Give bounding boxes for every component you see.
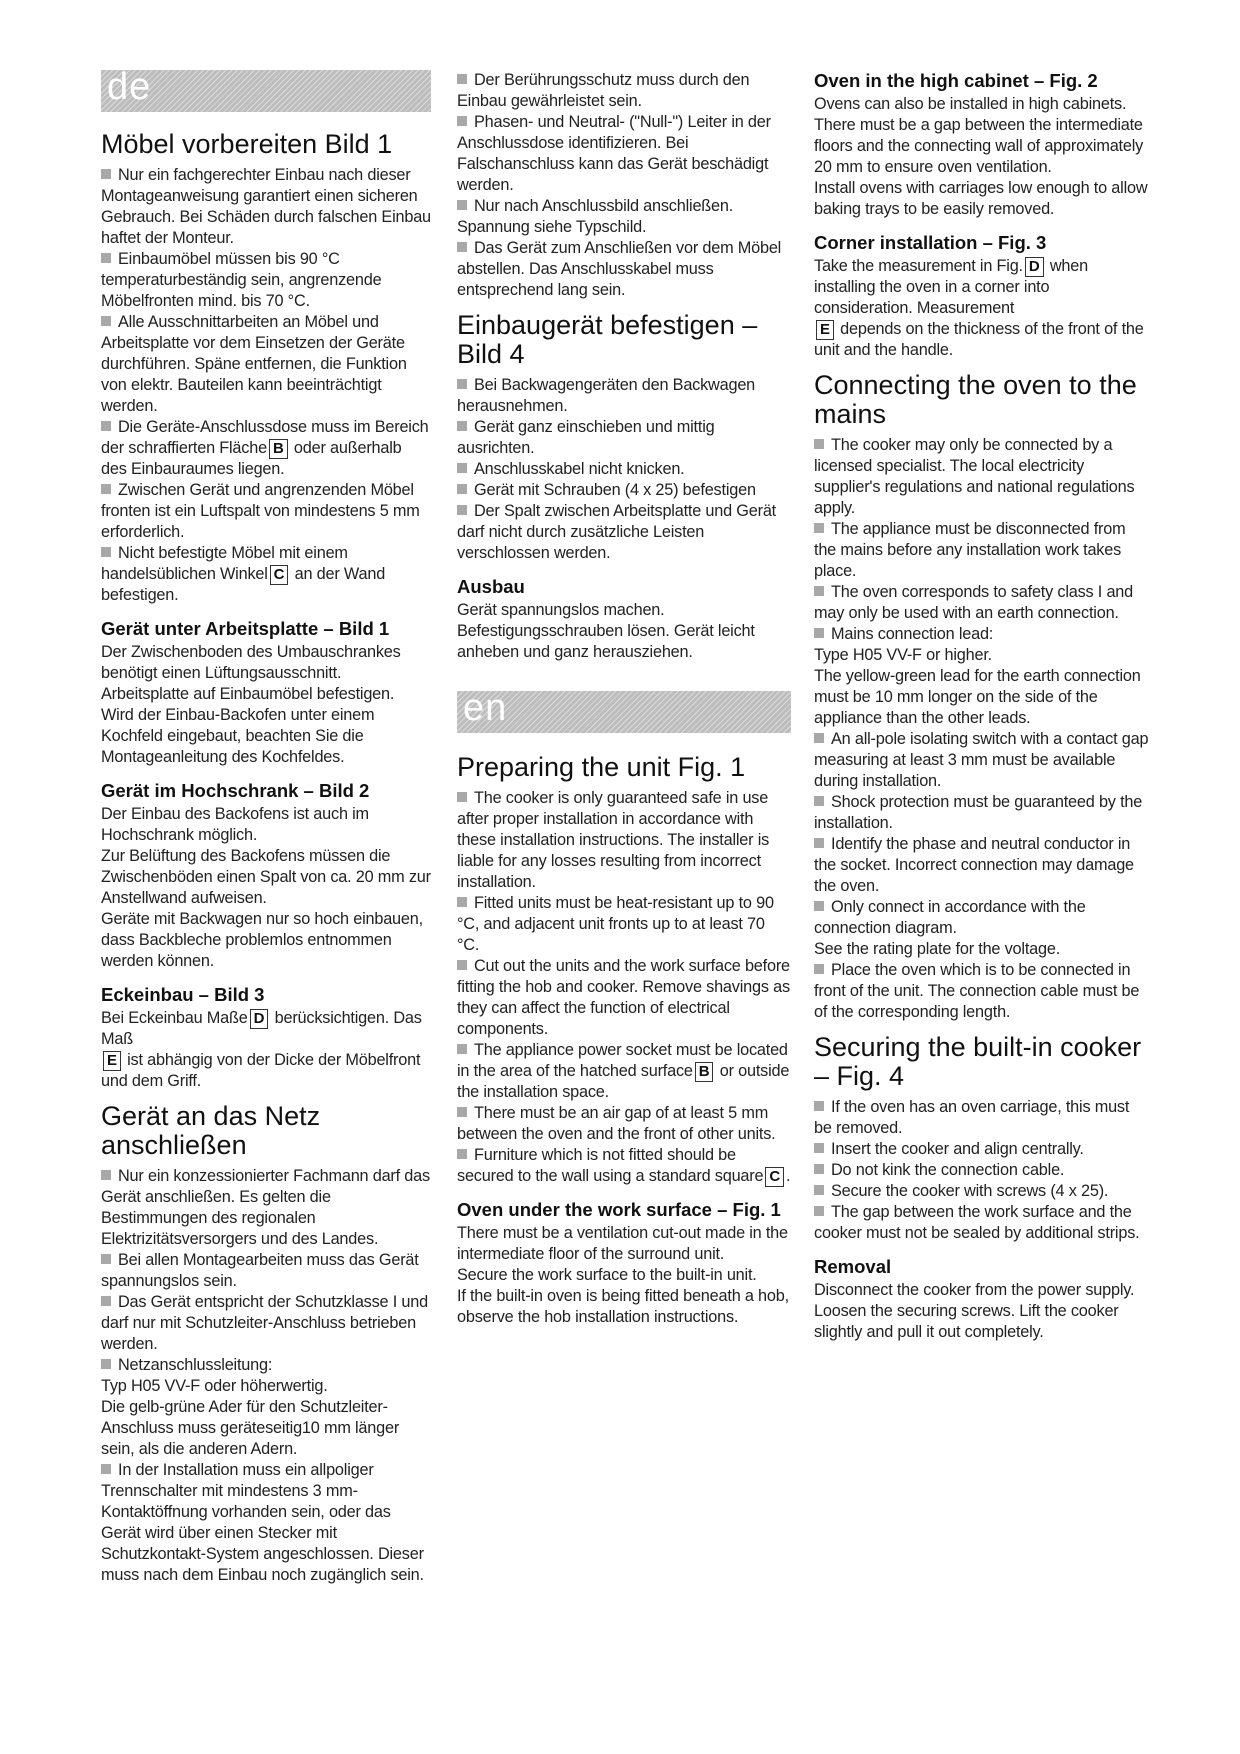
paragraph-text-continued: berücksichtigen. Das Maß [101,1009,422,1048]
bullet-paragraph [101,1355,431,1376]
paragraph-text: Nur ein fachgerechter Einbau nach dieser Montageanweisung garantiert einen sicheren Gebrauch. Bei Schäden durch falschen Einbau haftet der Monteur. [101,166,431,247]
paragraph [101,1397,431,1460]
bullet-paragraph [101,1460,431,1586]
paragraph-text: Type H05 VV-F or higher. [814,646,993,664]
bullet-square-icon [814,586,824,596]
bullet-paragraph [457,788,791,893]
sub-heading-oven-under-the-work-surface-fig-1: Oven under the work surface – Fig. 1 [457,1199,781,1220]
sub-heading-ger-t-im-hochschrank-bild-2: Gerät im Hochschrank – Bild 2 [101,780,370,801]
paragraph [814,645,1150,666]
section-heading-connecting-the-oven-to-the-mains: Connecting the oven to the mains [814,370,1137,429]
bullet-paragraph [814,1160,1150,1181]
bullet-paragraph [457,375,791,417]
paragraph-text: Gerät mit Schrauben (4 x 25) befestigen [474,481,756,499]
column-right [814,70,1150,1343]
bullet-square-icon [101,253,111,263]
language-banner-de [101,66,431,112]
paragraph-text: There must be a ventilation cut-out made in the intermediate floor of the surround unit. [457,1224,788,1263]
paragraph [457,1286,791,1328]
bullet-square-icon [457,379,467,389]
paragraph-text: Disconnect the cooker from the power supply. Loosen the securing screws. Lift the cooker slightly and pull it out completely. [814,1281,1135,1341]
paragraph-text: The oven corresponds to safety class I and may only be used with an earth connection. [814,583,1134,622]
bullet-square-icon [457,792,467,802]
paragraph-text: The appliance power socket must be located in the area of the hatched surface [457,1041,788,1080]
bullet-square-icon [457,897,467,907]
sub-heading-eckeinbau-bild-3: Eckeinbau – Bild 3 [101,984,265,1005]
bullet-paragraph [814,624,1150,645]
paragraph [101,642,431,684]
figure-reference-box: C [765,1167,784,1187]
figure-reference-box: E [103,1051,121,1071]
column-left [101,66,431,1586]
bullet-square-icon [457,1149,467,1159]
paragraph-text: Alle Ausschnittarbeiten an Möbel und Arbeitsplatte vor dem Einsetzen der Geräte durchführen. Späne entfernen, die Funktion von elektr. Bauteilen kann beeinträchtigt werden. [101,313,407,415]
bullet-square-icon [101,1359,111,1369]
paragraph-text: Furniture which is not fitted should be secured to the wall using a standard square [457,1146,764,1185]
bullet-paragraph [814,792,1150,834]
bullet-square-icon [101,169,111,179]
paragraph-text: Gerät ganz einschieben und mittig ausrichten. [457,418,715,457]
bullet-paragraph [814,582,1150,624]
paragraph-text: The yellow-green lead for the earth connection must be 10 mm longer on the side of the appliance than the other leads. [814,667,1141,727]
paragraph-text: Geräte mit Backwagen nur so hoch einbauen, dass Backbleche problemlos entnommen werden können. [101,910,423,970]
paragraph-text: In der Installation muss ein allpoliger Trennschalter mit mindestens 3 mm-Kontaktöffnung vorhanden sein, oder das Gerät wird über einen Stecker mit Schutzkontakt-System angeschlossen. Dieser muss nach dem Einbau noch zugänglich sein. [101,1461,424,1584]
bullet-paragraph [814,897,1150,939]
figure-reference-box: B [269,439,288,459]
language-code: de [107,66,152,108]
bullet-paragraph [457,112,791,196]
paragraph-text-continued: when installing the oven in a corner into consideration. Measurement [814,257,1088,317]
bullet-paragraph [457,501,791,564]
bullet-paragraph [457,70,791,112]
paragraph-text: Zur Belüftung des Backofens müssen die Zwischenböden einen Spalt von ca. 20 mm zur Anstellwand aufweisen. [101,847,431,907]
paragraph-text: Gerät spannungslos machen. Befestigungsschrauben lösen. Gerät leicht anheben und ganz herausziehen. [457,601,755,661]
bullet-paragraph [814,1202,1150,1244]
bullet-square-icon [814,1143,824,1153]
bullet-square-icon [457,116,467,126]
paragraph-text: Secure the work surface to the built-in unit. [457,1266,757,1284]
paragraph-text: Identify the phase and neutral conductor in the socket. Incorrect connection may damage the oven. [814,835,1134,895]
paragraph-text: The cooker may only be connected by a licensed specialist. The local electricity supplier's regulations and national regulations apply. [814,436,1135,517]
paragraph-text: Insert the cooker and align centrally. [831,1140,1084,1158]
bullet-paragraph [457,1145,791,1187]
paragraph-text: Der Spalt zwischen Arbeitsplatte und Gerät darf nicht durch zusätzliche Leisten verschlossen werden. [457,502,777,562]
bullet-square-icon [814,733,824,743]
paragraph-text: Bei Eckeinbau Maße [101,1009,248,1027]
sub-heading-oven-in-the-high-cabinet-fig-2: Oven in the high cabinet – Fig. 2 [814,70,1098,91]
column-middle [457,70,791,1328]
language-code: en [463,687,508,729]
paragraph-text-continued: or outside the installation space. [457,1062,790,1101]
bullet-paragraph [814,1181,1150,1202]
bullet-square-icon [457,1044,467,1054]
bullet-square-icon [814,1101,824,1111]
paragraph [814,1280,1150,1343]
bullet-paragraph [457,956,791,1040]
paragraph-text: Das Gerät zum Anschließen vor dem Möbel abstellen. Das Anschlusskabel muss entsprechend lang sein. [457,239,782,299]
sub-heading-removal: Removal [814,1256,892,1277]
paragraph-text-continued: oder außerhalb des Einbauraumes liegen. [101,439,402,478]
paragraph-text: Nur ein konzessionierter Fachmann darf das Gerät anschließen. Es gelten die Bestimmungen des regionalen Elektrizitätsversorgers und des Landes. [101,1167,430,1248]
paragraph [101,804,431,846]
paragraph [457,600,791,663]
bullet-square-icon [457,484,467,494]
paragraph-text: Shock protection must be guaranteed by the installation. [814,793,1143,832]
paragraph-text-continued: ist abhängig von der Dicke der Möbelfront und dem Griff. [101,1051,421,1090]
bullet-square-icon [101,1296,111,1306]
paragraph [101,846,431,909]
bullet-square-icon [101,484,111,494]
bullet-paragraph [814,834,1150,897]
paragraph-text: Nicht befestigte Möbel mit einem handelsüblichen Winkel [101,544,348,583]
bullet-paragraph [457,480,791,501]
bullet-paragraph [457,238,791,301]
bullet-paragraph [101,417,431,480]
bullet-square-icon [814,1164,824,1174]
paragraph-text: There must be a gap between the intermediate floors and the connecting wall of approximately 20 mm to ensure oven ventilation. [814,116,1144,176]
paragraph-text: Das Gerät entspricht der Schutzklasse I und darf nur mit Schutzleiter-Anschluss betrieben werden. [101,1293,428,1353]
bullet-paragraph [101,1166,431,1250]
figure-reference-box: B [695,1062,714,1082]
paragraph-text: Die gelb-grüne Ader für den Schutzleiter-Anschluss muss geräteseitig10 mm länger sein, als die anderen Adern. [101,1398,400,1458]
bullet-square-icon [814,628,824,638]
paragraph-text: Zwischen Gerät und angrenzenden Möbel fronten ist ein Luftspalt von mindestens 5 mm erforderlich. [101,481,420,541]
bullet-square-icon [101,316,111,326]
paragraph-text: Install ovens with carriages low enough to allow baking trays to be easily removed. [814,179,1148,218]
bullet-paragraph [101,1292,431,1355]
paragraph-text-continued: an der Wand befestigen. [101,565,386,604]
paragraph-text: Phasen- und Neutral- ("Null-") Leiter in der Anschlussdose identifizieren. Bei Falschanschluss kann das Gerät beschädigt werden. [457,113,771,194]
paragraph-text: Secure the cooker with screws (4 x 25). [831,1182,1109,1200]
bullet-paragraph [457,196,791,217]
paragraph-text: Place the oven which is to be connected in front of the unit. The connection cable must be of the corresponding length. [814,961,1140,1021]
section-heading-ger-t-an-das-netz-anschlie-en: Gerät an das Netz anschließen [101,1101,321,1160]
bullet-paragraph [457,1040,791,1103]
paragraph-text: An all-pole isolating switch with a contact gap measuring at least 3 mm must be available during installation. [814,730,1149,790]
bullet-square-icon [814,1206,824,1216]
bullet-paragraph [457,893,791,956]
bullet-paragraph [814,1139,1150,1160]
bullet-square-icon [814,901,824,911]
bullet-square-icon [814,838,824,848]
language-banner-en [457,687,791,733]
sub-heading-ger-t-unter-arbeitsplatte-bild-1: Gerät unter Arbeitsplatte – Bild 1 [101,618,390,639]
paragraph [101,684,431,705]
bullet-square-icon [101,1254,111,1264]
paragraph-text: Typ H05 VV-F oder höherwertig. [101,1377,328,1395]
paragraph-text: Ovens can also be installed in high cabinets. [814,95,1127,113]
paragraph-text: Cut out the units and the work surface before fitting the hob and cooker. Remove shavings as they can affect the function of electrical components. [457,957,790,1038]
bullet-paragraph [457,1103,791,1145]
bullet-square-icon [457,463,467,473]
bullet-square-icon [814,523,824,533]
paragraph [457,1223,791,1265]
paragraph-text: Spannung siehe Typschild. [457,218,647,236]
bullet-square-icon [101,1170,111,1180]
sub-heading-ausbau: Ausbau [457,576,525,597]
bullet-paragraph [101,480,431,543]
paragraph [101,1008,431,1050]
paragraph-text: Mains connection lead: [831,625,994,643]
figure-reference-box: D [1025,257,1044,277]
paragraph-text: Der Berührungsschutz muss durch den Einbau gewährleistet sein. [457,71,750,110]
bullet-square-icon [814,439,824,449]
figure-reference-box: E [816,320,834,340]
bullet-paragraph [814,519,1150,582]
bullet-square-icon [457,242,467,252]
paragraph-text-continued: . [786,1167,791,1185]
bullet-square-icon [457,74,467,84]
bullet-square-icon [101,421,111,431]
bullet-square-icon [101,1464,111,1474]
paragraph-text: Anschlusskabel nicht knicken. [474,460,685,478]
bullet-paragraph [101,249,431,312]
paragraph-text: Der Einbau des Backofens ist auch im Hochschrank möglich. [101,805,369,844]
paragraph [101,705,431,768]
paragraph-text: Bei Backwagengeräten den Backwagen herausnehmen. [457,376,756,415]
paragraph-text: Arbeitsplatte auf Einbaumöbel befestigen. [101,685,395,703]
bullet-square-icon [814,796,824,806]
bullet-square-icon [101,547,111,557]
paragraph-text: If the built-in oven is being fitted beneath a hob, observe the hob installation instructions. [457,1287,789,1326]
bullet-paragraph [101,165,431,249]
paragraph [101,909,431,972]
paragraph [814,939,1150,960]
paragraph-text: The appliance must be disconnected from the mains before any installation work takes place. [814,520,1126,580]
paragraph [101,1376,431,1397]
paragraph-text: There must be an air gap of at least 5 mm between the oven and the front of other units. [457,1104,776,1143]
paragraph-text-continued: depends on the thickness of the front of the unit and the handle. [814,320,1144,359]
paragraph [814,666,1150,729]
paragraph-text: Einbaumöbel müssen bis 90 °C temperaturbeständig sein, angrenzende Möbelfronten mind. bis 70 °C. [101,250,382,310]
sub-heading-corner-installation-fig-3: Corner installation – Fig. 3 [814,232,1047,253]
paragraph [814,319,1150,361]
bullet-paragraph [814,729,1150,792]
paragraph [457,217,791,238]
bullet-square-icon [457,505,467,515]
bullet-paragraph [814,1097,1150,1139]
paragraph [814,115,1150,178]
section-heading-preparing-the-unit-fig-1: Preparing the unit Fig. 1 [457,752,746,782]
figure-reference-box: C [270,565,289,585]
bullet-square-icon [457,200,467,210]
bullet-paragraph [814,435,1150,519]
paragraph-text: Netzanschlussleitung: [118,1356,273,1374]
bullet-paragraph [814,960,1150,1023]
paragraph [457,1265,791,1286]
paragraph-text: Take the measurement in Fig. [814,257,1023,275]
bullet-square-icon [457,421,467,431]
paragraph-text: Fitted units must be heat-resistant up to 90 °C, and adjacent unit fronts up to at least 70 °C. [457,894,774,954]
paragraph-text: Der Zwischenboden des Umbauschrankes benötigt einen Lüftungsausschnitt. [101,643,401,682]
section-heading-securing-the-built-in-cooker-fig-4: Securing the built-in cooker – Fig. 4 [814,1032,1142,1091]
bullet-paragraph [457,417,791,459]
paragraph-text: Bei allen Montagearbeiten muss das Gerät spannungslos sein. [101,1251,419,1290]
paragraph-text: If the oven has an oven carriage, this must be removed. [814,1098,1130,1137]
paragraph-text: Do not kink the connection cable. [831,1161,1065,1179]
paragraph-text: See the rating plate for the voltage. [814,940,1061,958]
bullet-square-icon [814,1185,824,1195]
paragraph-text: Die Geräte-Anschlussdose muss im Bereich der schraffierten Fläche [101,418,429,457]
bullet-square-icon [814,964,824,974]
bullet-square-icon [457,960,467,970]
paragraph [814,178,1150,220]
paragraph [101,1050,431,1092]
paragraph-text: The cooker is only guaranteed safe in use after proper installation in accordance with these installation instructions. The installer is liable for any losses resulting from incorrect installation. [457,789,770,891]
figure-reference-box: D [250,1009,269,1029]
paragraph-text: Nur nach Anschlussbild anschließen. [474,197,734,215]
bullet-paragraph [101,1250,431,1292]
paragraph-text: The gap between the work surface and the cooker must not be sealed by additional strips. [814,1203,1140,1242]
paragraph [814,256,1150,319]
bullet-square-icon [457,1107,467,1117]
section-heading-m-bel-vorbereiten-bild-1: Möbel vorbereiten Bild 1 [101,129,393,159]
bullet-paragraph [101,543,431,606]
paragraph-text: Only connect in accordance with the connection diagram. [814,898,1086,937]
section-heading-einbauger-t-befestigen-bild-4: Einbaugerät befestigen –Bild 4 [457,310,758,369]
paragraph [814,94,1150,115]
bullet-paragraph [101,312,431,417]
paragraph-text: Wird der Einbau-Backofen unter einem Kochfeld eingebaut, beachten Sie die Montageanleitung des Kochfeldes. [101,706,375,766]
bullet-paragraph [457,459,791,480]
